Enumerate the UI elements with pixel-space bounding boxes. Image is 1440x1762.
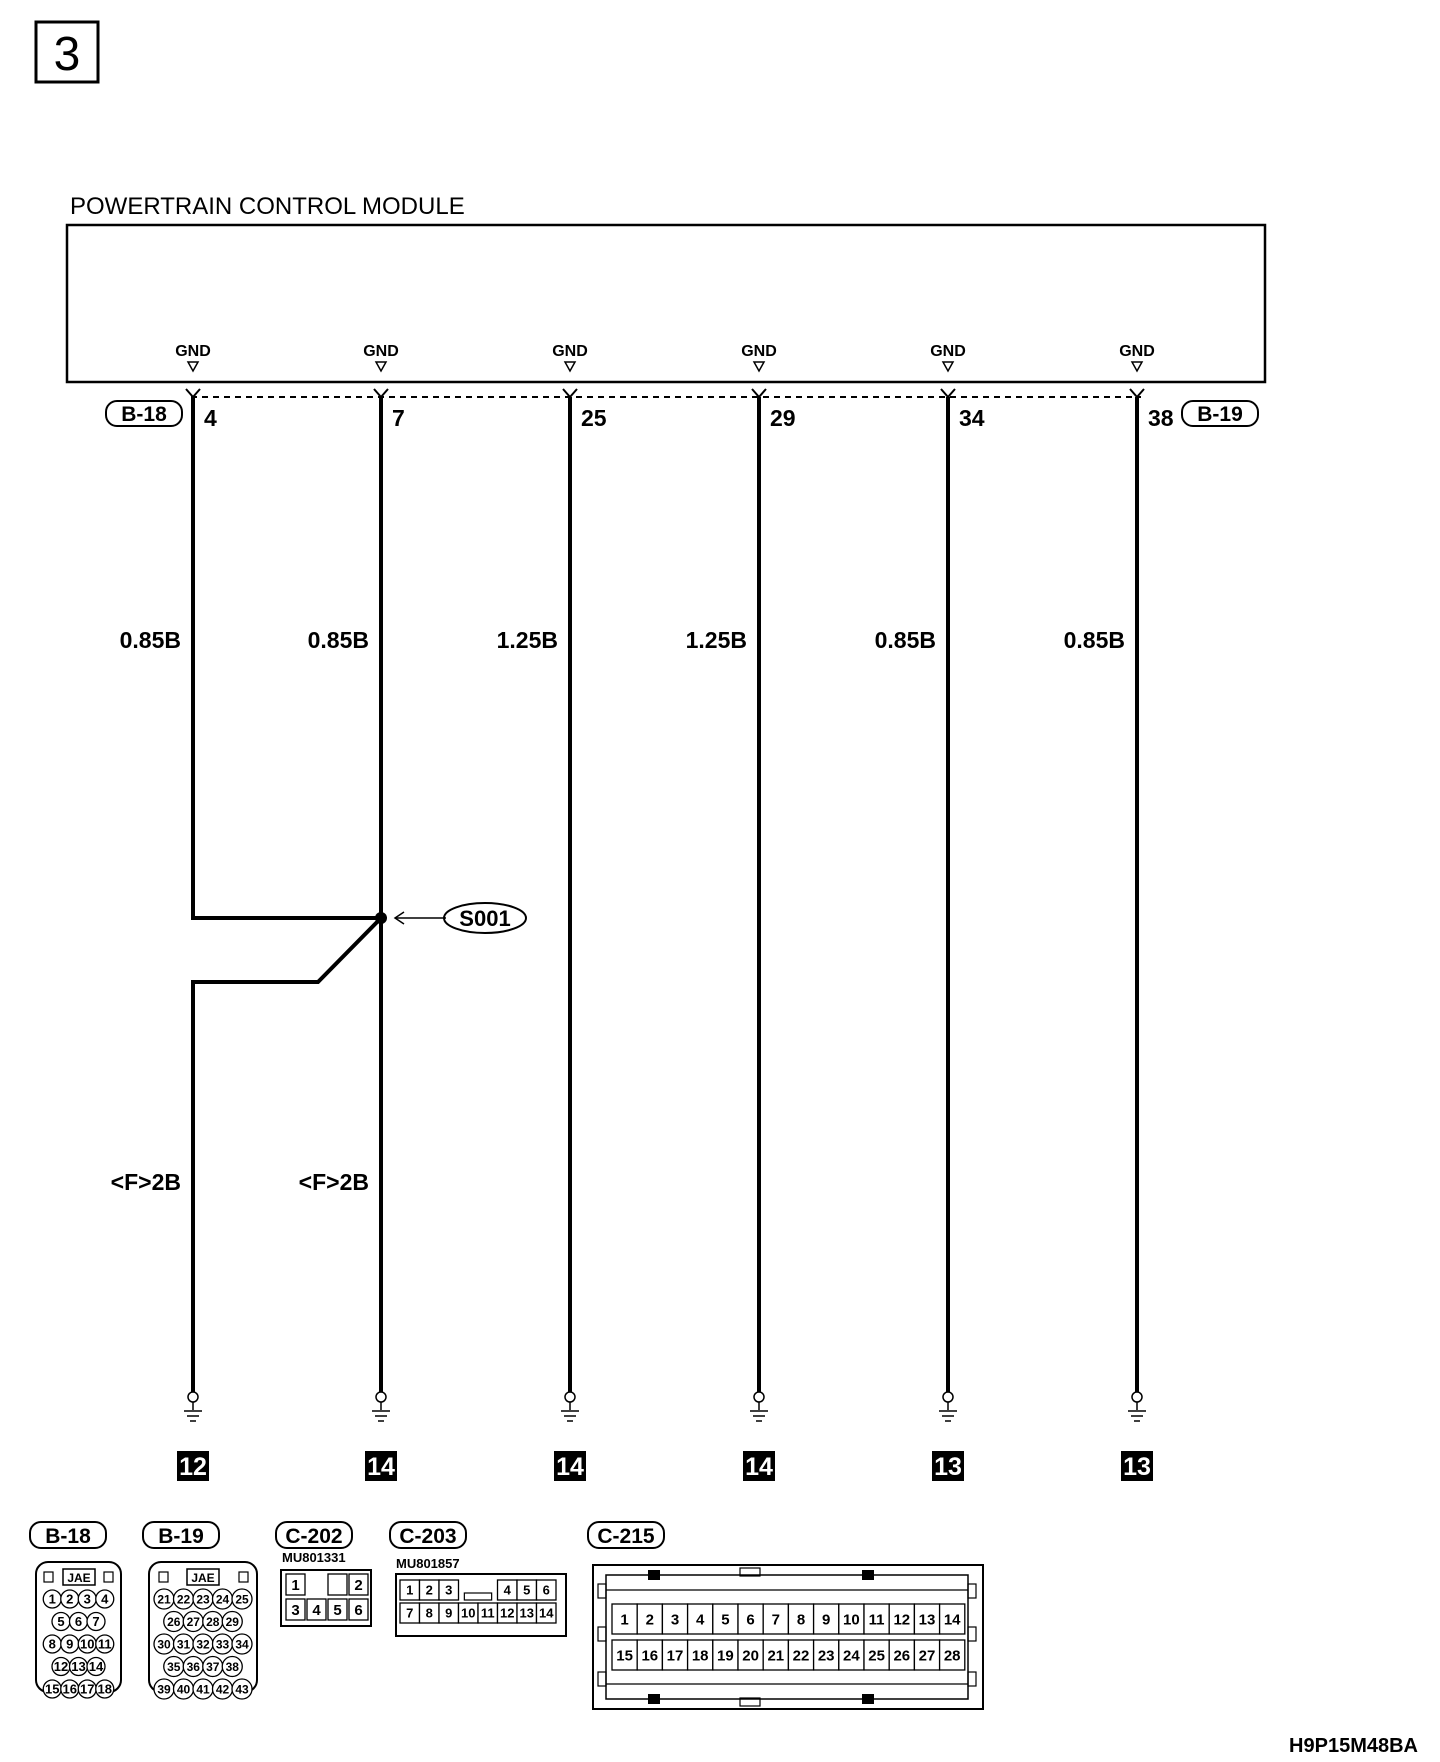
svg-text:2: 2	[66, 1591, 74, 1607]
ground-ref-number: 14	[745, 1453, 773, 1481]
wire-spec-label: 1.25B	[496, 627, 558, 653]
wire-spec-label: 0.85B	[1063, 627, 1125, 653]
connector-pin	[43, 1680, 61, 1698]
svg-text:MU801331: MU801331	[282, 1550, 346, 1565]
connector-pin	[87, 1658, 105, 1676]
svg-text:B-19: B-19	[158, 1525, 204, 1548]
svg-text:21: 21	[767, 1647, 785, 1665]
connector-pin	[498, 1580, 518, 1600]
connector-pin	[788, 1640, 813, 1670]
connector-pin	[164, 1612, 184, 1632]
connector-pin	[232, 1679, 252, 1699]
connector-pin	[78, 1635, 96, 1653]
connector-pin	[400, 1580, 420, 1600]
svg-text:7: 7	[771, 1611, 780, 1629]
connector-pin	[864, 1640, 889, 1670]
connector-pin	[203, 1657, 223, 1677]
wire-spec-label: 0.85B	[119, 627, 181, 653]
svg-text:28: 28	[943, 1647, 961, 1665]
wire-spec-label-lower: <F>2B	[298, 1169, 369, 1195]
svg-text:18: 18	[691, 1647, 709, 1665]
connector-pin	[612, 1604, 637, 1634]
connector-pin	[439, 1580, 459, 1600]
connector-pin	[688, 1640, 713, 1670]
svg-text:12: 12	[500, 1605, 515, 1621]
svg-text:22: 22	[176, 1592, 191, 1607]
svg-text:10: 10	[843, 1611, 860, 1629]
connector-pin	[814, 1640, 839, 1670]
connector-pin	[439, 1603, 459, 1623]
page-number: 3	[53, 28, 81, 81]
svg-text:MU801857: MU801857	[396, 1556, 460, 1571]
svg-text:26: 26	[167, 1614, 181, 1629]
svg-text:1: 1	[406, 1582, 414, 1598]
svg-text:33: 33	[215, 1637, 230, 1652]
connector-pin	[193, 1679, 213, 1699]
connector-pin	[713, 1640, 738, 1670]
svg-text:4: 4	[696, 1611, 705, 1629]
gnd-terminal-icon	[565, 362, 575, 371]
connector-pin	[52, 1613, 70, 1631]
connector-pin	[662, 1640, 687, 1670]
terminal-number: 7	[392, 405, 405, 431]
connector-pin	[738, 1604, 763, 1634]
gnd-label: GND	[552, 343, 588, 360]
svg-text:27: 27	[918, 1647, 936, 1665]
svg-text:5: 5	[523, 1582, 531, 1598]
connector-pin	[688, 1604, 713, 1634]
connector-pin	[517, 1580, 537, 1600]
connector-pin	[78, 1590, 96, 1608]
svg-text:34: 34	[235, 1637, 249, 1652]
svg-text:13: 13	[71, 1659, 86, 1675]
terminal-number: 25	[581, 405, 607, 431]
terminal-number: 34	[959, 405, 985, 431]
gnd-label: GND	[930, 343, 966, 360]
svg-text:17: 17	[80, 1681, 95, 1697]
connector-pin	[349, 1599, 368, 1620]
svg-text:9: 9	[445, 1605, 453, 1621]
connector-pin	[286, 1599, 305, 1620]
svg-text:3: 3	[670, 1611, 680, 1629]
terminal-number: 4	[204, 405, 217, 431]
connector-pin	[637, 1640, 662, 1670]
svg-text:26: 26	[893, 1647, 911, 1665]
connector-pin	[839, 1604, 864, 1634]
splice-point	[375, 912, 387, 924]
connector-pin	[612, 1640, 637, 1670]
svg-text:12: 12	[53, 1659, 69, 1675]
svg-text:21: 21	[157, 1592, 171, 1607]
svg-text:13: 13	[519, 1605, 534, 1621]
terminal-fork-icon	[1130, 389, 1144, 397]
connector-pin	[183, 1612, 203, 1632]
connector-pin	[400, 1603, 420, 1623]
gnd-terminal-icon	[754, 362, 764, 371]
connector-pin	[307, 1599, 326, 1620]
svg-text:19: 19	[717, 1647, 734, 1665]
svg-text:C-202: C-202	[285, 1525, 343, 1548]
connector-pin	[662, 1604, 687, 1634]
svg-text:11: 11	[480, 1605, 495, 1621]
wire-spec-label: 1.25B	[685, 627, 747, 653]
connector-pin	[61, 1635, 79, 1653]
svg-text:B-18: B-18	[121, 403, 167, 426]
svg-text:35: 35	[167, 1659, 181, 1674]
connector-pin	[914, 1640, 939, 1670]
svg-text:3: 3	[445, 1582, 453, 1598]
svg-text:8: 8	[48, 1636, 56, 1652]
connector-pin	[788, 1604, 813, 1634]
connector-pin	[222, 1612, 242, 1632]
svg-text:4: 4	[312, 1601, 321, 1619]
svg-text:10: 10	[80, 1636, 95, 1652]
svg-text:27: 27	[186, 1614, 200, 1629]
svg-text:8: 8	[796, 1611, 806, 1629]
svg-text:1: 1	[620, 1611, 629, 1629]
svg-text:2: 2	[645, 1611, 654, 1629]
connector-pin	[154, 1679, 174, 1699]
ground-ref-number: 13	[934, 1453, 962, 1481]
ground-ref-number: 12	[179, 1453, 207, 1481]
gnd-label: GND	[175, 343, 211, 360]
svg-text:2: 2	[354, 1576, 363, 1594]
gnd-label: GND	[1119, 343, 1155, 360]
connector-pin	[213, 1589, 233, 1609]
svg-text:9: 9	[822, 1611, 831, 1629]
connector-pin	[87, 1613, 105, 1631]
connector-pin	[174, 1589, 194, 1609]
connector-pin	[193, 1634, 213, 1654]
connector-pin	[839, 1640, 864, 1670]
connector-pin	[96, 1590, 114, 1608]
svg-text:40: 40	[176, 1682, 191, 1697]
svg-text:43: 43	[235, 1682, 249, 1697]
connector-pin	[459, 1603, 479, 1623]
connector-details	[30, 1522, 983, 1709]
splice-routing	[193, 397, 526, 1392]
connector-pin	[154, 1589, 174, 1609]
connector-pin	[328, 1599, 347, 1620]
terminal-number: 29	[770, 405, 796, 431]
connector-pin	[174, 1679, 194, 1699]
connector-pin	[232, 1589, 252, 1609]
connector-b18-detail	[30, 1522, 121, 1698]
connector-pin	[889, 1640, 914, 1670]
svg-text:6: 6	[74, 1614, 83, 1630]
svg-text:18: 18	[97, 1681, 112, 1697]
gnd-label: GND	[363, 343, 399, 360]
connector-pin	[164, 1657, 184, 1677]
svg-text:23: 23	[817, 1647, 835, 1665]
ground-ref-number: 14	[556, 1453, 584, 1481]
connector-pin	[864, 1604, 889, 1634]
ground-icon	[372, 1392, 390, 1421]
svg-text:15: 15	[616, 1647, 633, 1665]
gnd-terminal-icon	[376, 362, 386, 371]
svg-text:22: 22	[792, 1647, 810, 1665]
svg-text:30: 30	[157, 1637, 171, 1652]
svg-text:3: 3	[291, 1601, 300, 1619]
ground-icon	[939, 1392, 957, 1421]
connector-pin	[328, 1574, 347, 1595]
svg-text:10: 10	[461, 1605, 476, 1621]
connector-pin	[498, 1603, 518, 1623]
connector-c203-detail	[390, 1522, 566, 1636]
svg-text:37: 37	[206, 1659, 220, 1674]
svg-text:25: 25	[235, 1592, 249, 1607]
svg-text:B-19: B-19	[1197, 403, 1243, 426]
connector-label-b19	[1182, 401, 1258, 426]
svg-text:5: 5	[721, 1611, 730, 1629]
connector-pin	[738, 1640, 763, 1670]
connector-b19-detail	[143, 1522, 257, 1699]
svg-text:2: 2	[425, 1582, 433, 1598]
svg-text:24: 24	[215, 1592, 230, 1607]
svg-text:C-215: C-215	[597, 1525, 655, 1548]
wire-column-29	[686, 343, 796, 1481]
svg-text:14: 14	[943, 1611, 961, 1629]
ground-ref-number: 13	[1123, 1453, 1151, 1481]
svg-text:28: 28	[206, 1614, 220, 1629]
svg-text:JAE: JAE	[191, 1571, 215, 1585]
connector-pin	[232, 1634, 252, 1654]
terminal-fork-icon	[941, 389, 955, 397]
svg-text:6: 6	[354, 1601, 363, 1619]
svg-text:1: 1	[48, 1591, 56, 1607]
ground-icon	[1128, 1392, 1146, 1421]
connector-pin	[537, 1580, 557, 1600]
connector-pin	[940, 1640, 965, 1670]
connector-pin	[52, 1658, 70, 1676]
svg-text:16: 16	[62, 1681, 77, 1697]
svg-text:36: 36	[186, 1659, 200, 1674]
svg-text:11: 11	[97, 1636, 112, 1652]
connector-pin	[889, 1604, 914, 1634]
svg-text:11: 11	[868, 1611, 885, 1629]
wire-spec-label: 0.85B	[874, 627, 936, 653]
connector-pin	[814, 1604, 839, 1634]
svg-text:32: 32	[196, 1637, 210, 1652]
svg-text:41: 41	[196, 1682, 210, 1697]
connector-pin	[478, 1603, 498, 1623]
connector-pin	[43, 1635, 61, 1653]
connector-pin	[349, 1574, 368, 1595]
wire-column-25	[497, 343, 607, 1481]
svg-text:9: 9	[66, 1636, 74, 1652]
svg-text:3: 3	[83, 1591, 91, 1607]
connector-pin	[713, 1604, 738, 1634]
wire-column-34	[875, 343, 985, 1481]
svg-text:6: 6	[542, 1582, 550, 1598]
terminal-number: 38	[1148, 405, 1174, 431]
connector-pin	[43, 1590, 61, 1608]
connector-pin	[154, 1634, 174, 1654]
connector-pin	[213, 1634, 233, 1654]
connector-pin	[70, 1613, 88, 1631]
connector-pin	[96, 1635, 114, 1653]
connector-pin	[61, 1680, 79, 1698]
connector-pin	[183, 1657, 203, 1677]
gnd-label: GND	[741, 343, 777, 360]
svg-text:24: 24	[843, 1647, 860, 1665]
connector-pin	[420, 1603, 440, 1623]
svg-text:14: 14	[88, 1659, 104, 1675]
wire-spec-label: 0.85B	[307, 627, 369, 653]
svg-text:39: 39	[157, 1682, 171, 1697]
connector-pin	[537, 1603, 557, 1623]
svg-text:31: 31	[176, 1637, 191, 1652]
gnd-terminal-icon	[188, 362, 198, 371]
connector-pin	[420, 1580, 440, 1600]
connector-pin	[70, 1658, 88, 1676]
wire-column-7	[299, 343, 405, 1481]
wire-columns	[111, 343, 1174, 1481]
svg-text:14: 14	[539, 1605, 554, 1621]
svg-text:8: 8	[425, 1605, 433, 1621]
terminal-fork-icon	[563, 389, 577, 397]
svg-text:12: 12	[893, 1611, 911, 1629]
powertrain-control-module-box	[67, 225, 1265, 382]
connector-pin	[203, 1612, 223, 1632]
wire-column-38	[1064, 343, 1174, 1481]
svg-text:6: 6	[746, 1611, 755, 1629]
connector-pin	[286, 1574, 305, 1595]
figure-code: H9P15M48BA	[1289, 1735, 1418, 1757]
connector-pin	[78, 1680, 96, 1698]
connector-pin	[517, 1603, 537, 1623]
svg-text:42: 42	[215, 1682, 230, 1697]
connector-pin	[96, 1680, 114, 1698]
connector-pin	[914, 1604, 939, 1634]
terminal-fork-icon	[374, 389, 388, 397]
terminal-fork-icon	[186, 389, 200, 397]
gnd-terminal-icon	[943, 362, 953, 371]
terminal-fork-icon	[752, 389, 766, 397]
svg-text:7: 7	[92, 1614, 100, 1630]
connector-pin	[193, 1589, 213, 1609]
module-title: POWERTRAIN CONTROL MODULE	[70, 193, 465, 220]
svg-text:25: 25	[868, 1647, 885, 1665]
connector-pin	[213, 1679, 233, 1699]
connector-pin	[763, 1604, 788, 1634]
connector-label-b18	[106, 401, 182, 426]
svg-text:13: 13	[918, 1611, 936, 1629]
connector-c215-detail	[588, 1522, 983, 1709]
ground-icon	[184, 1392, 202, 1421]
svg-text:16: 16	[641, 1647, 659, 1665]
svg-text:17: 17	[666, 1647, 684, 1665]
connector-c202-detail	[276, 1522, 371, 1626]
svg-text:C-203: C-203	[399, 1525, 457, 1548]
svg-text:5: 5	[333, 1601, 342, 1619]
ground-icon	[750, 1392, 768, 1421]
page-number-box	[36, 22, 98, 82]
svg-text:B-18: B-18	[45, 1525, 91, 1548]
connector-pin	[637, 1604, 662, 1634]
wire-spec-label-lower: <F>2B	[110, 1169, 181, 1195]
svg-text:20: 20	[742, 1647, 759, 1665]
svg-text:23: 23	[196, 1592, 210, 1607]
svg-text:4: 4	[503, 1582, 511, 1598]
svg-text:15: 15	[45, 1681, 60, 1697]
svg-text:JAE: JAE	[67, 1571, 91, 1585]
connector-pin	[61, 1590, 79, 1608]
svg-text:5: 5	[57, 1614, 65, 1630]
svg-text:7: 7	[406, 1605, 414, 1621]
connector-pin	[174, 1634, 194, 1654]
svg-text:4: 4	[101, 1591, 109, 1607]
svg-text:1: 1	[291, 1576, 300, 1594]
connector-pin	[940, 1604, 965, 1634]
connector-pin	[763, 1640, 788, 1670]
gnd-terminal-icon	[1132, 362, 1142, 371]
connector-pin	[222, 1657, 242, 1677]
svg-text:29: 29	[225, 1614, 239, 1629]
svg-text:38: 38	[225, 1659, 239, 1674]
wire-column-4	[111, 343, 217, 1481]
ground-icon	[561, 1392, 579, 1421]
ground-ref-number: 14	[367, 1453, 395, 1481]
splice-label: S001	[459, 906, 511, 931]
